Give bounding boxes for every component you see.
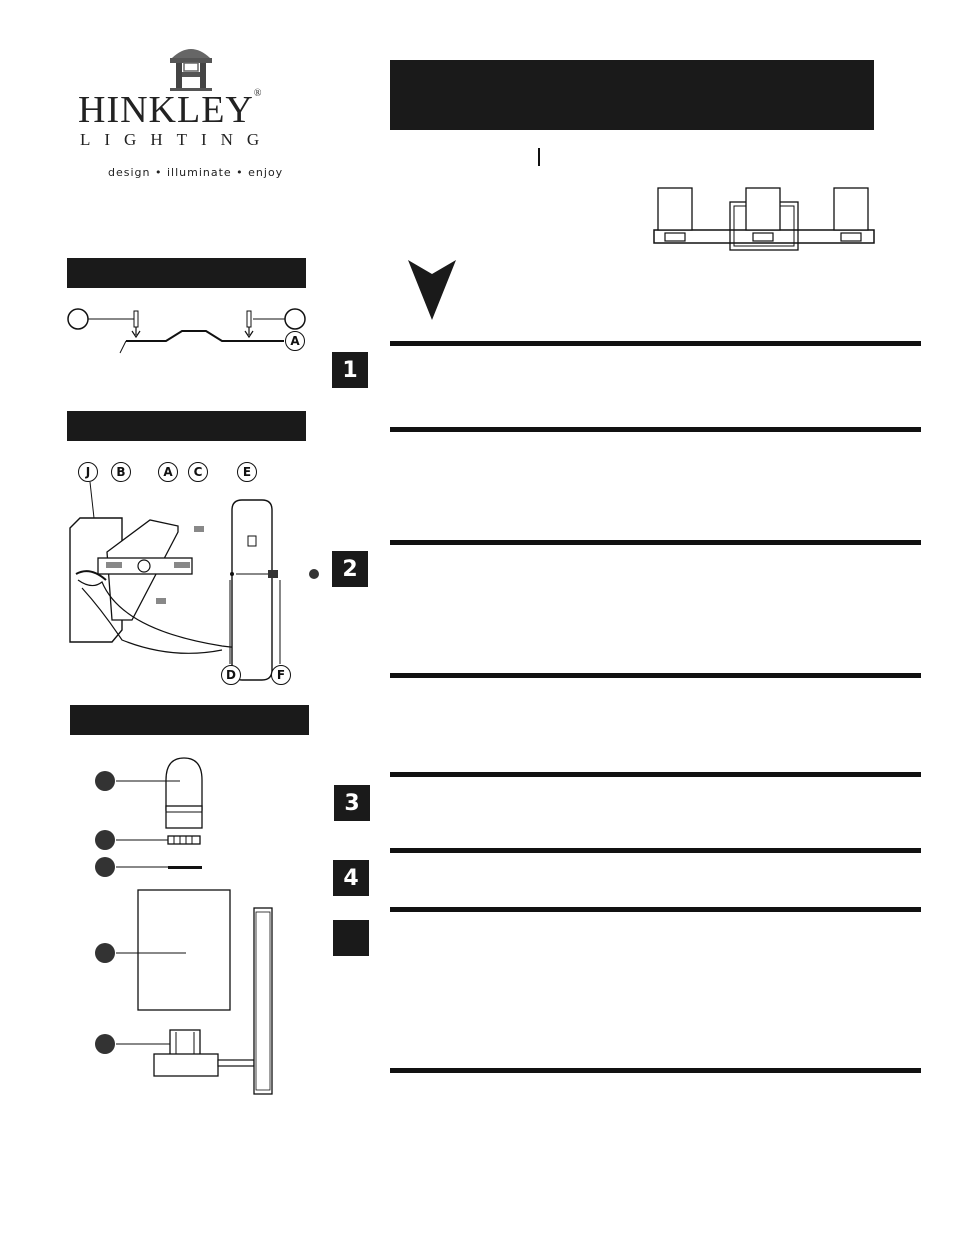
callout-b	[111, 462, 131, 482]
section-bar-parts	[70, 705, 309, 735]
callout-a-mount	[285, 331, 305, 351]
callout-c	[188, 462, 208, 482]
section-rule-7	[390, 907, 921, 912]
callout-e	[237, 462, 257, 482]
wiring-diagram	[62, 470, 332, 690]
section-bar-hardware	[67, 258, 306, 288]
callout-label: B	[116, 465, 126, 479]
callout-label: J	[85, 465, 91, 479]
part-marker-5	[95, 1034, 115, 1054]
part-marker-1	[95, 771, 115, 791]
callout-label: C	[193, 465, 203, 479]
section-rule-6	[390, 848, 921, 853]
step-number-1: 1	[332, 352, 368, 388]
part-marker-2	[95, 830, 115, 850]
section-rule-8	[390, 1068, 921, 1073]
section-rule-5	[390, 772, 921, 777]
step-number-blank	[333, 920, 369, 956]
brand-name	[78, 88, 262, 132]
step-number-3: 3	[334, 785, 370, 821]
section-rule-4	[390, 673, 921, 678]
logo-emblem-icon	[166, 44, 216, 92]
callout-label: F	[276, 668, 286, 682]
brand-text: HINKLEY	[78, 89, 254, 131]
callout-label: A	[290, 334, 300, 348]
section-rule-2	[390, 427, 921, 432]
callout-f	[271, 665, 291, 685]
step-number-2: 2	[332, 551, 368, 587]
section-rule-1	[390, 341, 921, 346]
part-marker-4	[95, 943, 115, 963]
section-bar-mounting	[67, 411, 306, 441]
callout-j	[78, 462, 98, 482]
step-number-4: 4	[333, 860, 369, 896]
section-rule-3	[390, 540, 921, 545]
callout-a	[158, 462, 178, 482]
brand-subtitle: LIGHTING	[80, 130, 274, 149]
down-arrow-icon	[408, 260, 456, 320]
callout-label: E	[242, 465, 252, 479]
registered-mark: ®	[253, 88, 263, 99]
brand-tagline: design • illuminate • enjoy	[108, 166, 284, 179]
title-divider	[538, 148, 540, 166]
callout-d	[221, 665, 241, 685]
callout-label: D	[226, 668, 236, 682]
part-marker-3	[95, 857, 115, 877]
hardware-diagram	[66, 305, 316, 365]
fixture-illustration	[652, 186, 876, 250]
parts-diagram	[90, 752, 290, 1102]
title-bar	[390, 60, 874, 130]
callout-label: A	[163, 465, 173, 479]
